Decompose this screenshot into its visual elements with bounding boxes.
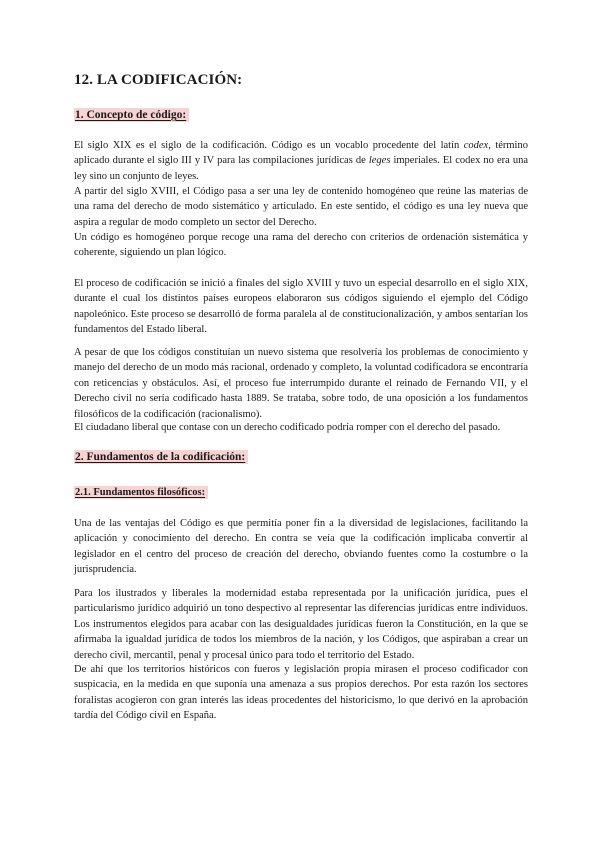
page-title: 12. LA CODIFICACIÓN: [74,72,243,88]
section-heading-concepto: 1. Concepto de código: [74,108,189,122]
paragraph-text: término aplicado durante el siglo III y IV para las compilaciones jurídicas de [74,140,528,167]
paragraph-ventajas-codigo: Una de las ventajas del Código es que permitía poner fin a la diversidad de legislaciones, facilitando la aplicación y conocimiento del derecho. En contra se veía que la codificación implicaba convertir al legislador en el centro del proceso de creación del derecho, obviando fuentes como la costumbre o la jurisprudencia. [74,518,528,576]
paragraph-siglo-xix [74,138,528,184]
paragraph-proceso-codificacion: El proceso de codificación se inició a finales del siglo XVIII y tuvo un especial desarrollo en el siglo XIX, durante el cual los distintos países europeos elaboraron sus códigos siguiendo el ejemplo del Código napoleónico. Este proceso se desarrolló de forma paralela al de constitucionalización, y ambos sentarían los fundamentos del Estado liberal. [74,278,528,336]
paragraph-ciudadano-liberal: El ciudadano liberal que contase con un derecho codificado podría romper con el derecho del pasado. [74,422,501,433]
subsection-heading-filosoficos: 2.1. Fundamentos filosóficos: [74,486,208,499]
paragraph-text: imperiales. El codex no era una ley sino un conjunto de leyes. [74,155,528,182]
paragraph-territorios-historicos: De ahí que los territorios históricos con fueros y legislación propia mirasen el proceso codificador con suspicacia, en la medida en que suponía una amenaza a sus propios derechos. Por esta razón los sectores foralistas acogieron con gran interés las ideas procedentes del historicismo, lo que derivó en la aprobación tardía del Código civil en España. [74,664,528,722]
paragraph-homogeneo: Un código es homogéneo porque recoge una rama del derecho con criterios de ordenación sistemática y coherente, siguiendo un plan lógico. [74,232,528,259]
paragraph-text: El siglo XIX es el siglo de la codificación. Código es un vocablo procedente del latín [74,140,464,151]
paragraph-siglo-xviii: A partir del siglo XVIII, el Código pasa a ser una ley de contenido homogéneo que reúne las materias de una rama del derecho de modo sistemático y articulado. En este sentido, el código es una ley nueva que aspira a regular de modo completo un sector del Derecho. [74,186,528,228]
emphasis-leges: leges [368,155,391,167]
paragraph-a-pesar: A pesar de que los códigos constituían un nuevo sistema que resolvería los problemas de conocimiento y manejo del derecho de un modo más racional, ordenado y completo, la voluntad codificadora se encontraría con reticencias y obstáculos. Así, el proceso fue interrumpido durante el reinado de Fernando VII, y el Derecho civil no sería codificado hasta 1889. Se trataba, sobre todo, de una oposición a los fundamentos filosóficos de la codificación (racionalismo). [74,347,528,420]
section-heading-fundamentos: 2. Fundamentos de la codificación: [74,450,248,464]
emphasis-codex: codex, [463,140,491,151]
paragraph-ilustrados-liberales: Para los ilustrados y liberales la modernidad estaba representada por la unificación jurídica, pues el particularismo jurídico adquirió un tono despectivo al representar las diferencias jurídicas entre individuos. Los instrumentos elegidos para acabar con las desigualdades jurídicas fueron la Constitución, en la que se afirmaba la igualdad jurídica de todos los miembros de la nación, y los Códigos, que aspiraban a crear un derecho civil, mercantil, penal y procesal único para todo el territorio del Estado. [74,588,528,661]
